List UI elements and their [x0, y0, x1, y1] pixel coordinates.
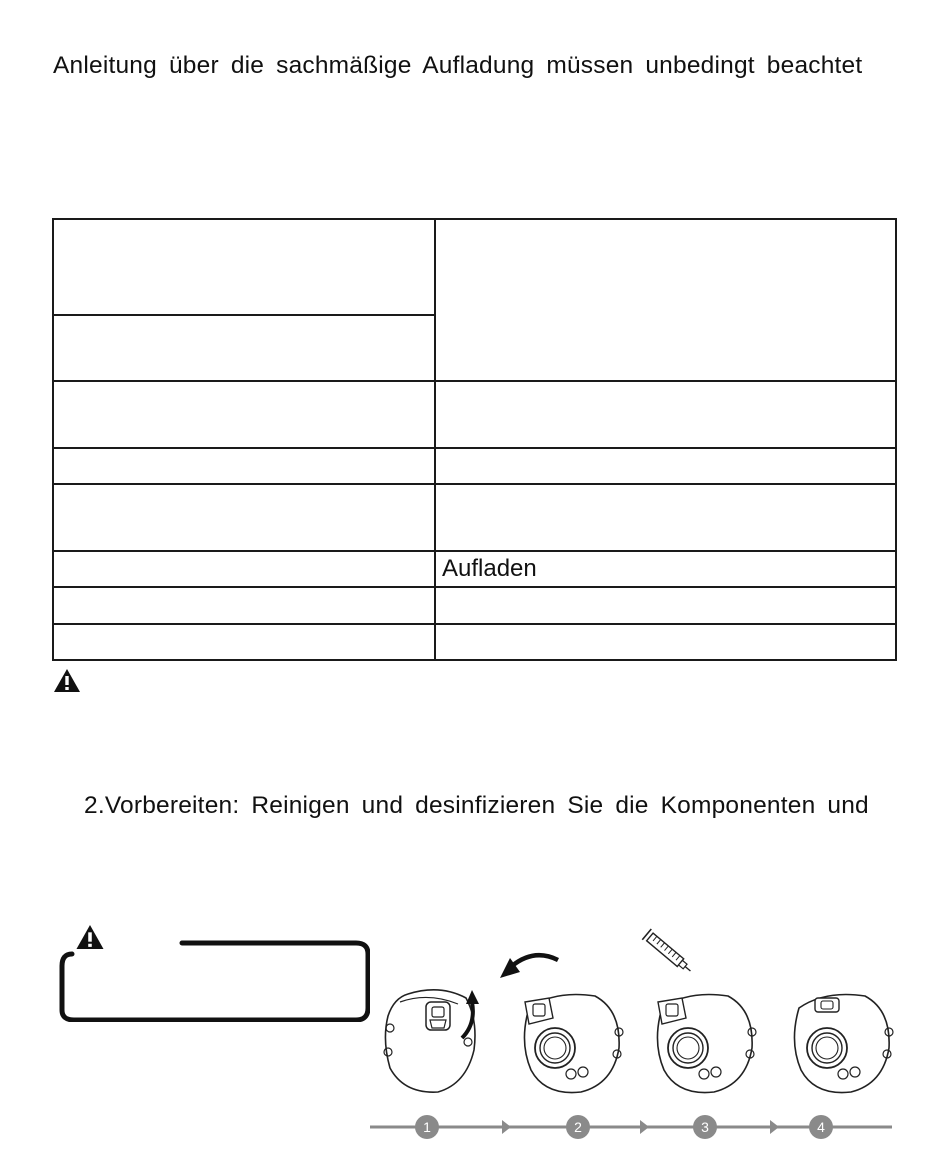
chevron-right-icon	[502, 1120, 511, 1134]
chevron-right-icon	[770, 1120, 779, 1134]
device-illustration-step-2	[515, 988, 627, 1098]
spec-value-cell	[435, 448, 896, 484]
chevron-right-icon	[640, 1120, 649, 1134]
step-marker-3	[693, 1115, 717, 1139]
spec-value-cell	[435, 219, 896, 381]
syringe-icon	[640, 924, 698, 982]
device-illustration-step-4	[785, 988, 897, 1098]
step-label-4: 4	[817, 1119, 825, 1135]
step-label-2: 2	[574, 1119, 582, 1135]
spec-value-cell	[435, 381, 896, 448]
spec-label-cell	[53, 219, 435, 315]
step-marker-4	[809, 1115, 833, 1139]
spec-value-cell	[435, 587, 896, 624]
device-illustration-step-1	[378, 980, 488, 1098]
intro-text: Anleitung über die sachmäßige Aufladung müssen unbedingt beachtet	[53, 52, 863, 79]
spec-label-cell	[53, 484, 435, 551]
step-marker-1	[415, 1115, 439, 1139]
spec-table	[52, 218, 897, 661]
device-illustration-step-3	[648, 988, 760, 1098]
spec-label-cell	[53, 381, 435, 448]
step-marker-2	[566, 1115, 590, 1139]
spec-value-cell-charging: Aufladen	[435, 551, 896, 587]
preparation-text: 2.Vorbereiten: Reinigen und desinfizieren Sie die Komponenten und	[84, 792, 869, 819]
spec-label-cell	[53, 624, 435, 660]
spec-label-cell	[53, 551, 435, 587]
spec-label-cell	[53, 587, 435, 624]
warning-triangle-icon	[75, 924, 105, 950]
spec-value-cell	[435, 484, 896, 551]
step-indicator	[370, 1110, 895, 1144]
warning-callout	[58, 940, 370, 1022]
spec-label-cell	[53, 315, 435, 381]
step-label-1: 1	[423, 1119, 431, 1135]
curved-arrow-icon	[498, 948, 562, 982]
spec-value-cell	[435, 624, 896, 660]
warning-triangle-icon	[53, 668, 81, 693]
spec-label-cell	[53, 448, 435, 484]
step-label-3: 3	[701, 1119, 709, 1135]
